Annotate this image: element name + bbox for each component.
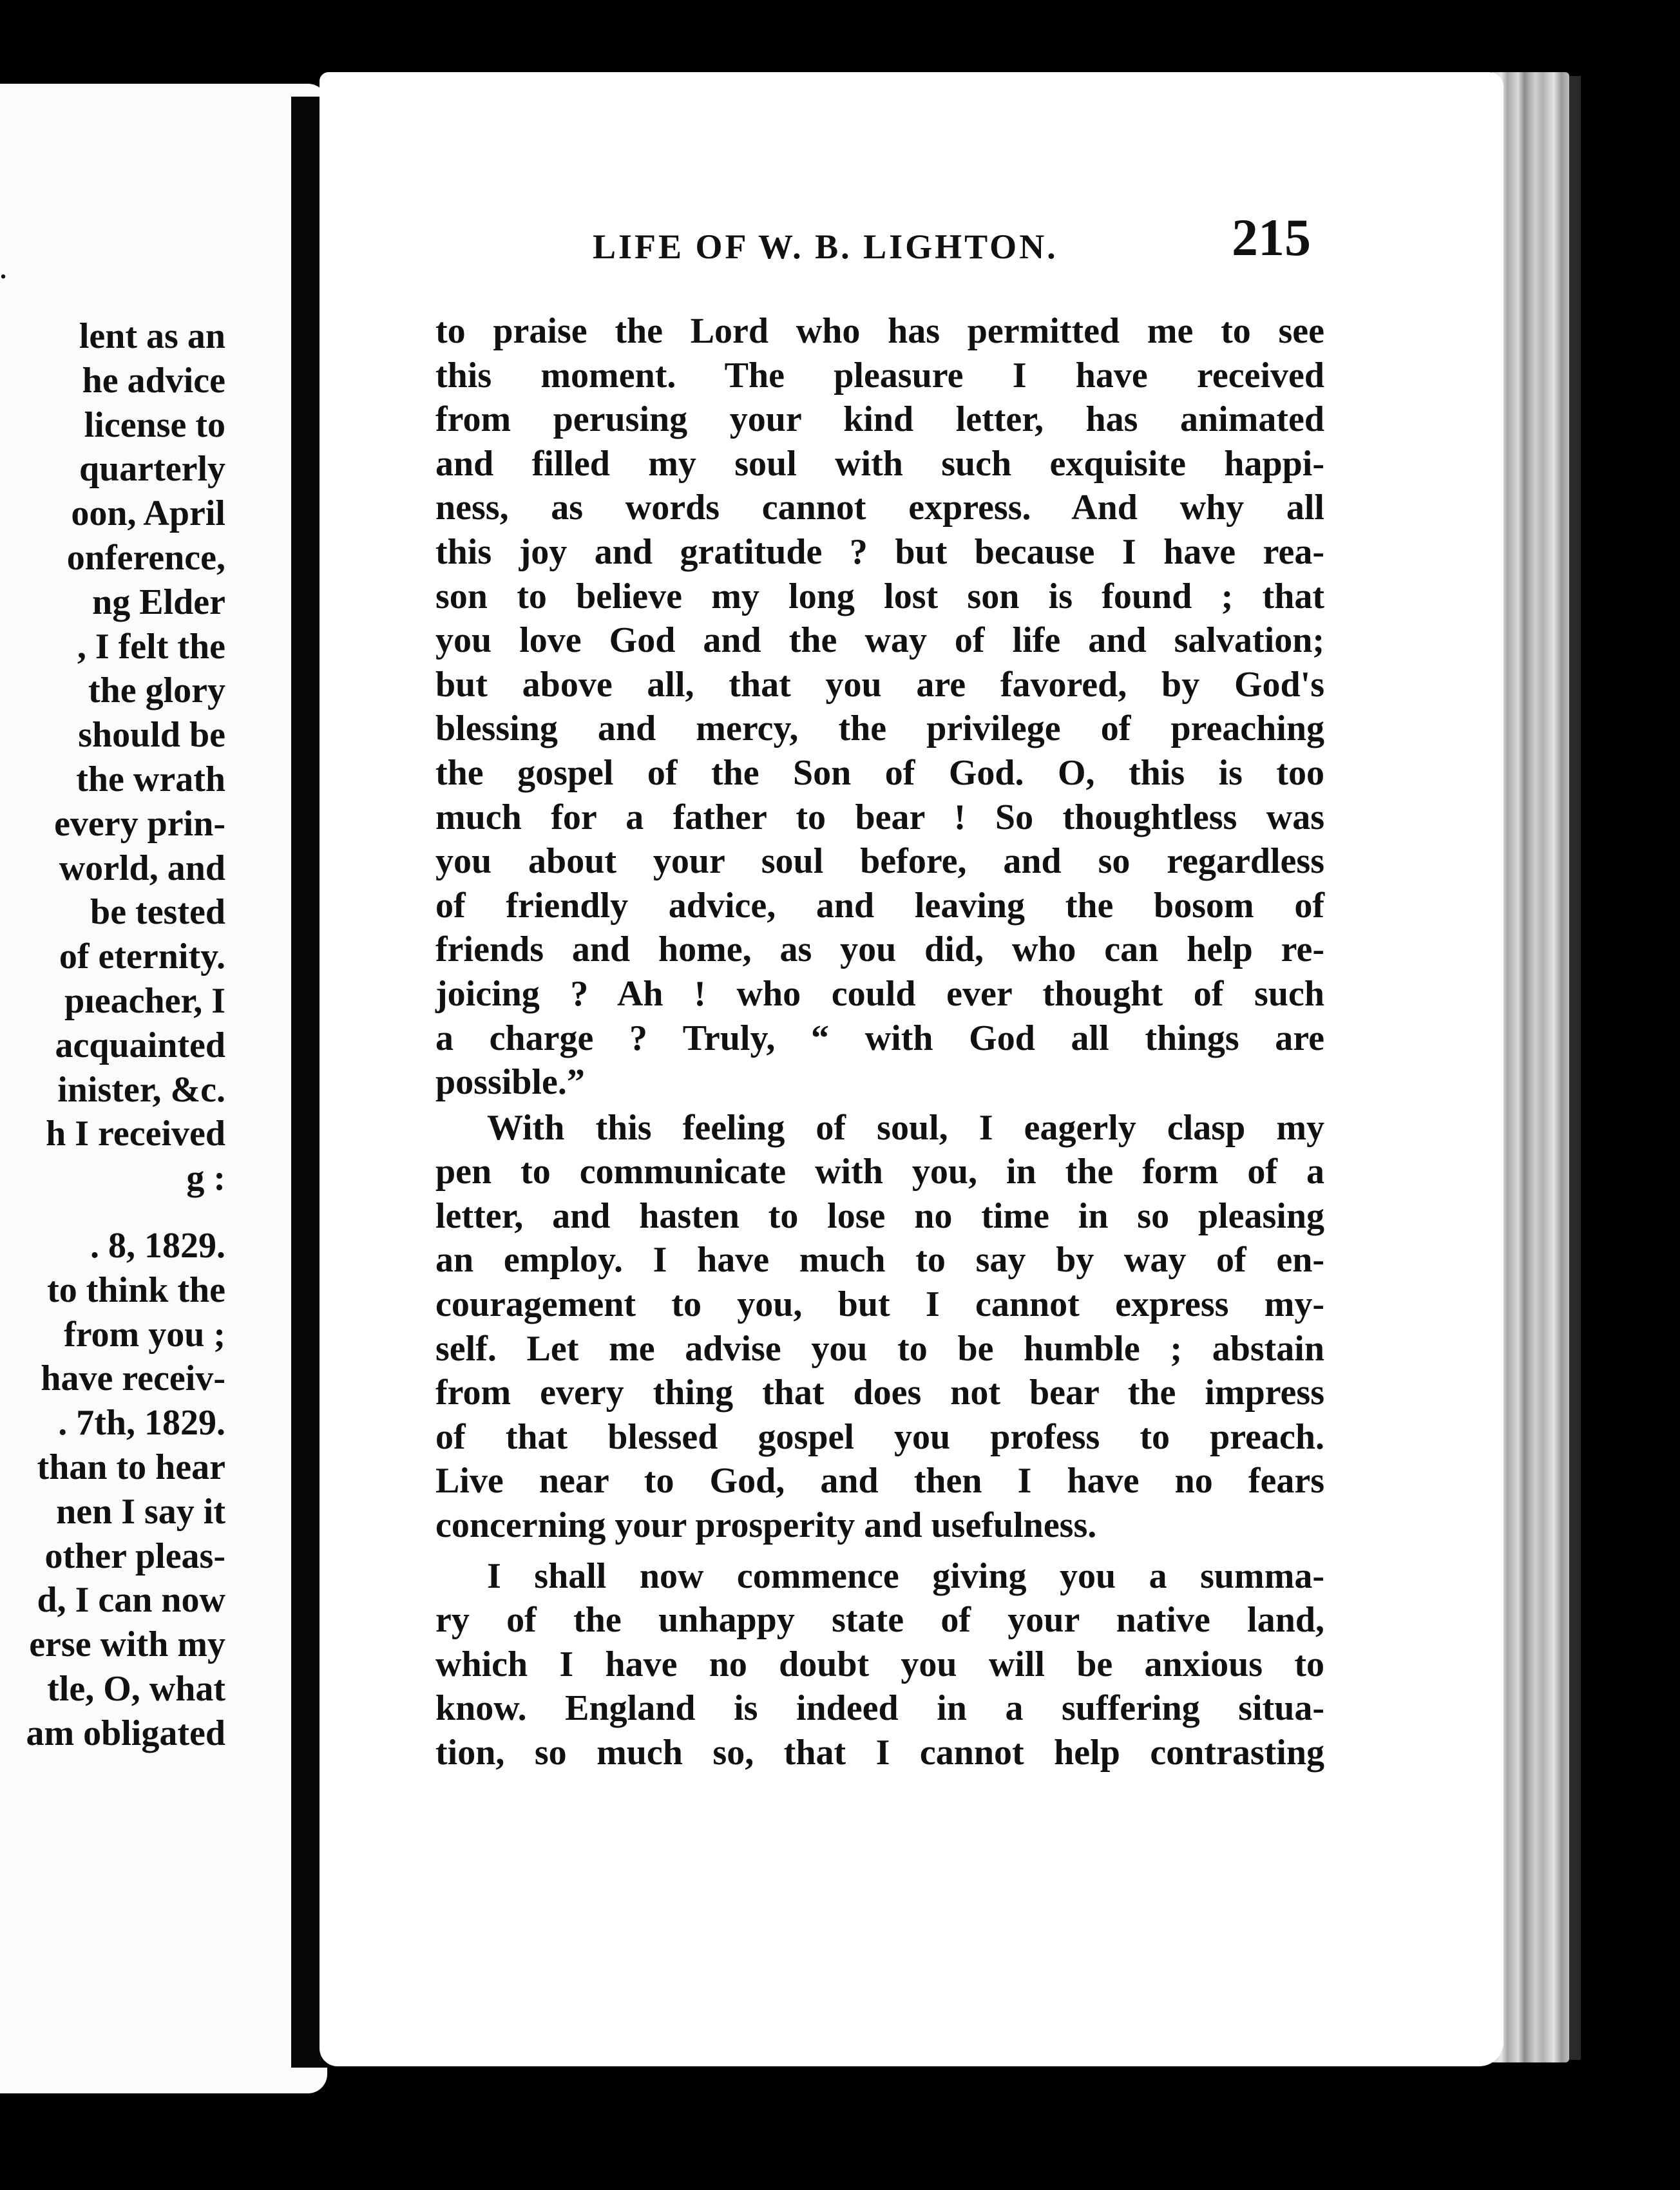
left-line: erse with my xyxy=(29,1624,225,1665)
left-line: , I felt the xyxy=(77,626,225,667)
left-line: the wrath xyxy=(76,759,225,799)
text-line: you love God and the way of life and salvation; xyxy=(435,620,1324,661)
text-line: much for a father to bear ! So thoughtless was xyxy=(435,797,1324,837)
left-line: oon, April xyxy=(71,493,225,534)
left-line: acquainted xyxy=(55,1025,225,1065)
text-line: joicing ? Ah ! who could ever thought of such xyxy=(435,973,1324,1014)
left-line: world, and xyxy=(59,848,225,888)
text-line: of that blessed gospel you profess to preach. xyxy=(435,1416,1324,1457)
text-line: to praise the Lord who has permitted me to see xyxy=(435,311,1324,351)
text-line: ness, as words cannot express. And why all xyxy=(435,488,1324,528)
left-line: he advice xyxy=(82,360,225,401)
text-line: a charge ? Truly, “ with God all things are xyxy=(435,1018,1324,1058)
text-line: an employ. I have much to say by way of en- xyxy=(435,1240,1324,1281)
left-line: to think the xyxy=(47,1270,225,1310)
left-line: tle, O, what xyxy=(47,1668,225,1709)
left-line: inister, &c. xyxy=(57,1069,225,1110)
text-line: from every thing that does not bear the impress xyxy=(435,1373,1324,1413)
text-line: I shall now commence giving you a summa- xyxy=(487,1556,1324,1596)
text-line: pen to communicate with you, in the form of a xyxy=(435,1152,1324,1192)
left-line: . 7th, 1829. xyxy=(58,1403,225,1443)
left-line: am obligated xyxy=(26,1713,225,1753)
left-line: pıeacher, I xyxy=(64,980,225,1021)
text-line: self. Let me advise you to be humble ; abstain xyxy=(435,1328,1324,1369)
left-line: nen I say it xyxy=(56,1491,225,1532)
left-page-text xyxy=(0,314,225,1756)
left-line: d, I can now xyxy=(37,1580,225,1621)
left-line: of eternity. xyxy=(59,937,225,977)
left-line: from you ; xyxy=(64,1314,225,1355)
left-line: other pleas- xyxy=(44,1536,225,1576)
page-block-edge xyxy=(1492,72,1569,2062)
left-line: g : xyxy=(186,1158,225,1199)
text-line: possible.” xyxy=(435,1062,585,1103)
text-line: letter, and hasten to lose no time in so pleasing xyxy=(435,1195,1324,1236)
text-line: concerning your prosperity and usefulness. xyxy=(435,1505,1097,1546)
text-line: ry of the unhappy state of your native land, xyxy=(435,1600,1324,1641)
text-line: from perusing your kind letter, has animated xyxy=(435,399,1324,440)
left-line: lent as an xyxy=(79,316,225,356)
text-line: know. England is indeed in a suffering situa- xyxy=(435,1688,1324,1729)
text-line: and filled my soul with such exquisite happi- xyxy=(435,443,1324,484)
text-line: you about your soul before, and so regardless xyxy=(435,841,1324,882)
body-text xyxy=(435,309,1324,1775)
left-line: . 8, 1829. xyxy=(90,1225,225,1266)
left-line: onference, xyxy=(66,537,225,578)
text-line: friends and home, as you did, who can help re- xyxy=(435,929,1324,970)
left-line: be tested xyxy=(90,892,225,933)
left-line: h I received xyxy=(46,1114,225,1154)
text-line: this moment. The pleasure I have received xyxy=(435,355,1324,395)
left-line: every prin- xyxy=(54,803,225,844)
text-line: the gospel of the Son of God. O, this is too xyxy=(435,752,1324,793)
left-line: have receiv- xyxy=(41,1358,225,1399)
left-line: ng Elder xyxy=(92,582,225,622)
book-cover-edge xyxy=(1569,76,1581,2060)
page-number: 215 xyxy=(1232,208,1311,267)
left-page-mark: . xyxy=(0,255,6,284)
left-line: license to xyxy=(84,405,225,445)
left-line: should be xyxy=(78,715,225,756)
text-line: blessing and mercy, the privilege of preaching xyxy=(435,709,1324,749)
text-line: couragement to you, but I cannot express my- xyxy=(435,1284,1324,1325)
text-line: but above all, that you are favored, by God's xyxy=(435,664,1324,705)
left-line: quarterly xyxy=(79,449,225,490)
text-line: With this feeling of soul, I eagerly clasp my xyxy=(487,1107,1324,1148)
text-line: which I have no doubt you will be anxious to xyxy=(435,1644,1324,1684)
left-line: than to hear xyxy=(37,1447,225,1487)
text-line: this joy and gratitude ? but because I have rea- xyxy=(435,531,1324,572)
running-head: LIFE OF W. B. LIGHTON. xyxy=(593,227,1058,266)
left-line: the glory xyxy=(88,671,225,711)
text-line: tion, so much so, that I cannot help contrasting xyxy=(435,1733,1324,1773)
text-line: Live near to God, and then I have no fears xyxy=(435,1461,1324,1501)
text-line: of friendly advice, and leaving the bosom of xyxy=(435,885,1324,926)
text-line: son to believe my long lost son is found ; that xyxy=(435,576,1324,616)
